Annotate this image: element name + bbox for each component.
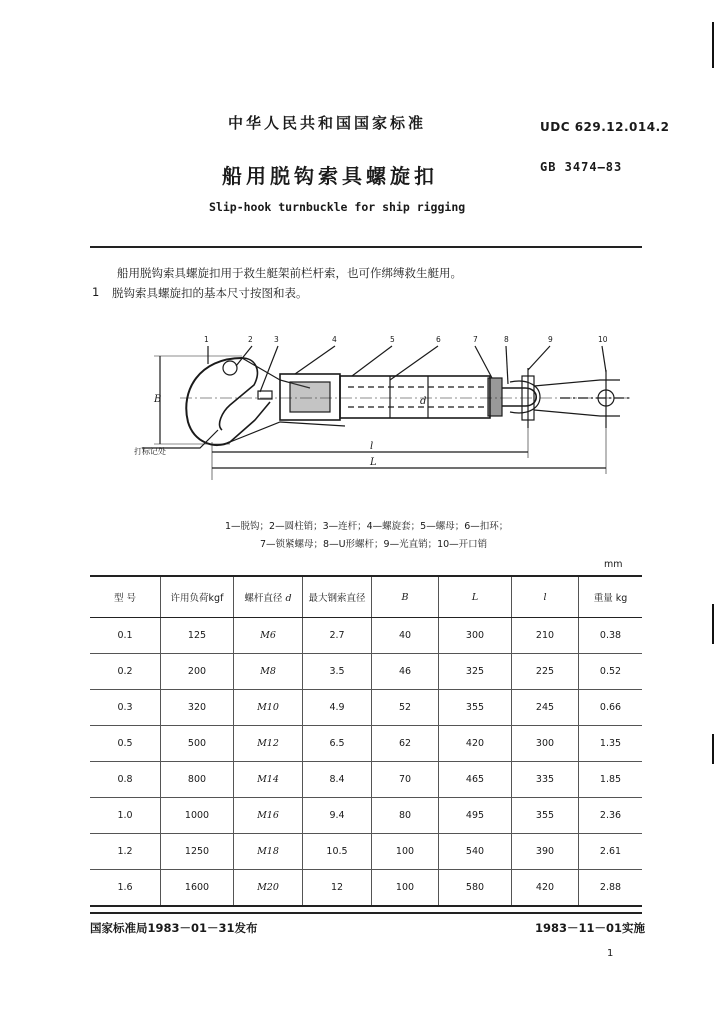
callout-1: 1 [204,335,209,344]
cell-L: 420 [439,726,512,762]
callout-8: 8 [504,335,509,344]
col-thread [234,576,303,618]
cell-type: 0.3 [90,690,161,726]
title-english: Slip-hook turnbuckle for ship rigging [209,200,466,214]
cell-load: 1250 [161,834,234,870]
cell-thread: M18 [234,834,303,870]
cell-load: 1000 [161,798,234,834]
cell-l: 300 [512,726,579,762]
cell-load: 125 [161,618,234,654]
dim-L-label: L [370,457,377,468]
cell-rope: 6.5 [303,726,372,762]
cell-l: 355 [512,798,579,834]
cell-rope: 9.4 [303,798,372,834]
callout-3: 3 [274,335,279,344]
cell-thread: M14 [234,762,303,798]
title-chinese: 船用脱钩索具螺旋扣 [222,164,438,188]
cell-L: 325 [439,654,512,690]
cell-weight: 2.61 [579,834,643,870]
cell-thread: M20 [234,870,303,907]
col-weight: 重量 kg [579,576,643,618]
col-l: l [512,576,579,618]
cell-type: 0.5 [90,726,161,762]
dim-B-label: B [154,394,162,405]
cell-rope: 12 [303,870,372,907]
callout-9: 9 [548,335,553,344]
cell-B: 46 [372,654,439,690]
callout-7: 7 [473,335,478,344]
cell-B: 62 [372,726,439,762]
footer-rule [90,912,642,914]
cell-L: 540 [439,834,512,870]
cell-weight: 0.38 [579,618,643,654]
cell-load: 320 [161,690,234,726]
callout-4: 4 [332,335,337,344]
cell-load: 800 [161,762,234,798]
table-unit: mm [604,559,623,570]
cell-B: 52 [372,690,439,726]
cell-L: 355 [439,690,512,726]
cell-weight: 1.85 [579,762,643,798]
cell-l: 420 [512,870,579,907]
cell-thread: M6 [234,618,303,654]
cell-type: 1.2 [90,834,161,870]
col-rope: 最大钢索直径 [303,576,372,618]
dim-d-label: d [420,396,427,407]
callout-5: 5 [390,335,395,344]
cell-rope: 8.4 [303,762,372,798]
cell-L: 300 [439,618,512,654]
callout-2: 2 [248,335,253,344]
cell-type: 0.2 [90,654,161,690]
table-row [90,726,642,762]
col-thread-text: 螺杆直径 [244,593,283,604]
intro-paragraph: 船用脱钩索具螺旋扣用于救生艇架前栏杆索，也可作绑缚救生艇用。 [117,266,462,280]
cell-weight: 1.35 [579,726,643,762]
cell-B: 100 [372,870,439,907]
cell-B: 80 [372,798,439,834]
cell-load: 200 [161,654,234,690]
cell-thread: M12 [234,726,303,762]
col-B: B [372,576,439,618]
turnbuckle-drawing [130,330,630,500]
table-row [90,870,642,907]
table-row [90,762,642,798]
figure-caption-line-1: 1—脱钩；2—圆柱销；3—连杆；4—螺旋套；5—螺母；6—扣环； [225,521,509,532]
cell-rope: 3.5 [303,654,372,690]
cell-l: 335 [512,762,579,798]
cell-thread: M16 [234,798,303,834]
standard-body-title: 中华人民共和国国家标准 [228,114,427,132]
page-number: 1 [607,948,614,959]
dim-l-label: l [370,441,374,452]
mark-location-label: 打标记处 [134,447,166,456]
cell-L: 465 [439,762,512,798]
cell-weight: 0.66 [579,690,643,726]
cell-L: 495 [439,798,512,834]
cell-thread: M8 [234,654,303,690]
scan-mark [712,734,714,764]
table-row [90,654,642,690]
col-thread-symbol: d [285,593,292,604]
cell-thread: M10 [234,690,303,726]
col-L: L [439,576,512,618]
cell-B: 70 [372,762,439,798]
callout-10: 10 [598,335,608,344]
dimension-table [90,575,642,907]
udc-code: UDC 629.12.014.2 [540,120,670,134]
figure-caption-line-2: 7—锁紧螺母；8—U形螺杆；9—光直销；10—开口销 [260,539,488,550]
cell-l: 210 [512,618,579,654]
clause-text: 脱钩索具螺旋扣的基本尺寸按图和表。 [112,286,308,300]
col-load: 许用负荷kgf [161,576,234,618]
cell-B: 100 [372,834,439,870]
header-rule [90,246,642,248]
gb-number: GB 3474—83 [540,160,623,174]
cell-type: 1.6 [90,870,161,907]
cell-weight: 2.36 [579,798,643,834]
cell-rope: 4.9 [303,690,372,726]
table-row [90,798,642,834]
cell-l: 245 [512,690,579,726]
cell-type: 1.0 [90,798,161,834]
table-row [90,834,642,870]
callout-6: 6 [436,335,441,344]
table-header-row [90,576,642,618]
cell-l: 390 [512,834,579,870]
cell-B: 40 [372,618,439,654]
scan-mark [712,604,714,644]
issue-date: 国家标准局1983－01－31发布 [90,921,258,935]
cell-type: 0.1 [90,618,161,654]
table-row [90,690,642,726]
cell-weight: 0.52 [579,654,643,690]
cell-weight: 2.88 [579,870,643,907]
cell-load: 500 [161,726,234,762]
cell-rope: 10.5 [303,834,372,870]
cell-load: 1600 [161,870,234,907]
cell-rope: 2.7 [303,618,372,654]
effective-date: 1983－11－01实施 [535,921,646,935]
col-type: 型 号 [90,576,161,618]
cell-L: 580 [439,870,512,907]
scan-mark [712,22,714,68]
clause-number: 1 [92,285,100,299]
cell-l: 225 [512,654,579,690]
table-row [90,618,642,654]
cell-type: 0.8 [90,762,161,798]
